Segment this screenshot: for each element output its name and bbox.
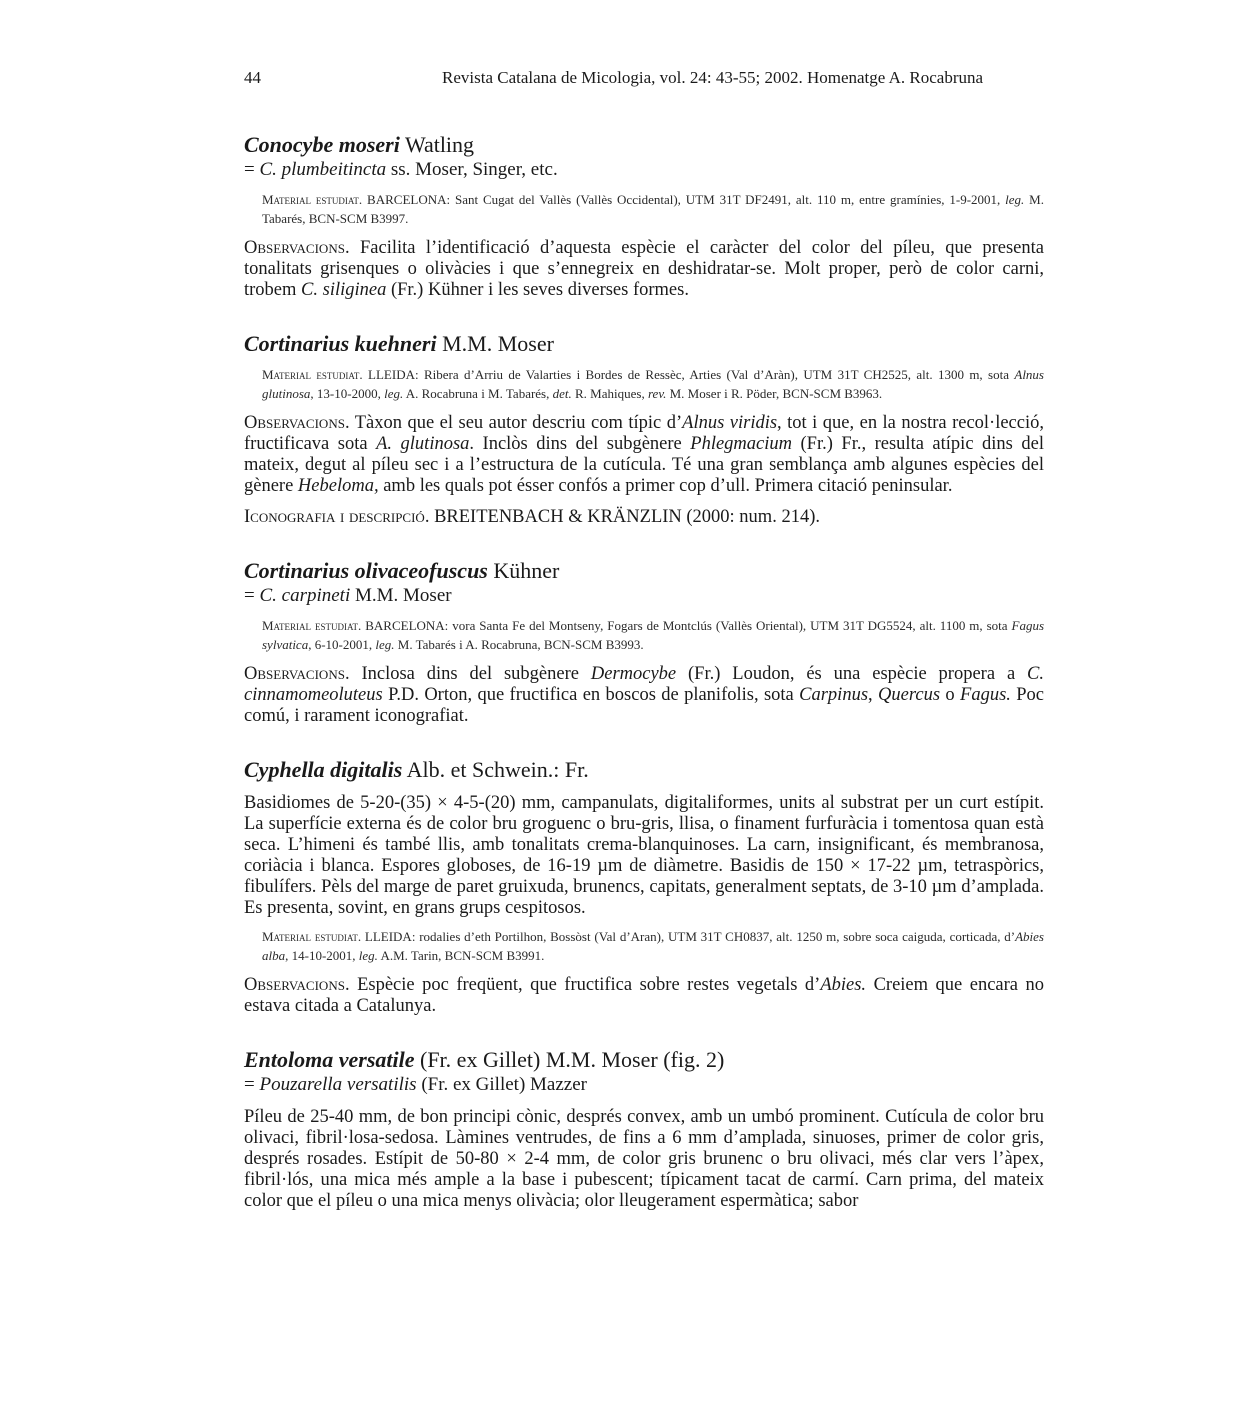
entry-cyphella-digitalis [244,757,1044,1017]
material-studied [262,190,1044,228]
material-leg: leg. [358,948,378,963]
observations [244,413,1044,497]
material-label: Material estudiat. [262,929,362,944]
observations-italic: Hebeloma, [297,476,379,496]
material-leg: leg. [1005,192,1025,207]
material-text: BARCELONA: Sant Cugat del Vallès (Vallès Occidental), UTM 31T DF2491, alt. 110 m, entre gramínies, 1-9-2001, [362,192,1006,207]
synonym-name: C. plumbeitincta [259,159,387,180]
material-det: det. [552,386,572,401]
observations-text: , [868,685,879,705]
material-studied [262,616,1044,654]
observations-text: Tàxon que el seu autor descriu com típic d’ [349,413,683,433]
observations-text: (Fr.) Kühner i les seves diverses formes. [386,280,689,300]
observations-italic: Fagus. [960,685,1011,705]
observations-italic: Phlegmacium [690,434,792,454]
observations-italic: C. cinnamomeoluteus [244,664,1045,705]
observations-label: Observacions. [244,238,350,258]
taxon-author: (Fr. ex Gillet) M.M. Moser (fig. 2) [420,1047,725,1072]
material-italic: Fagus sylvatica [262,618,1044,652]
synonym-rest: ss. Moser, Singer, etc. [386,159,558,180]
material-italic: Alnus glutinosa [262,367,1044,401]
observations-text: Espècie poc freqüent, que fructifica sobre restes vegetals d’ [349,975,821,995]
material-leg: leg. [375,637,395,652]
taxon-name: Entoloma versatile [244,1047,415,1072]
observations-italic: A. glutinosa [376,434,470,454]
page-number: 44 [244,68,261,87]
synonym-eq: = [244,159,260,180]
synonym [244,1073,1044,1097]
material-text: , 13-10-2000, [310,386,385,401]
observations-text: (Fr.) Fr., resulta atípic dins del mateix, degut al píleu sec i a l’estructura de la cutícula. Té una gran semblança amb algunes espècies del gènere [244,434,1044,496]
material-text: A. Rocabruna i M. Tabarés, [403,386,553,401]
observations-italic: C. siliginea [301,280,387,300]
observations-label: Observacions. [244,413,350,433]
material-rev: rev. [647,386,667,401]
observations-text: Creiem que encara no estava citada a Catalunya. [244,975,1044,1016]
material-text: LLEIDA: Ribera d’Arriu de Valarties i Bordes de Ressèc, Arties (Val d’Aràn), UTM 31T CH2525, alt. 1300 m, sota [362,367,1015,382]
observations-text: , tot i que, en la nostra recol·lecció, fructificava sota [244,413,1044,454]
synonym [244,584,1044,608]
main-column [244,132,1044,1212]
taxon-heading [244,558,1044,584]
observations-text: Poc comú, i rarament iconografiat. [244,685,1045,726]
taxon-heading [244,757,1044,783]
taxon-author: Kühner [493,558,560,583]
entry-cortinarius-olivaceofuscus [244,558,1044,727]
material-label: Material estudiat. [262,192,363,207]
observations-text: P.D. Orton, que fructifica en boscos de planifolis, sota [382,685,800,705]
material-studied [262,365,1044,403]
observations-text: o [940,685,961,705]
material-text: M. Tabarés i A. Rocabruna, BCN-SCM B3993. [394,637,644,652]
material-text: , 14-10-2001, [285,948,359,963]
entry-cortinarius-kuehneri [244,331,1044,528]
taxon-author: M.M. Moser [442,331,554,356]
iconography [244,507,1044,528]
taxon-name: Cyphella digitalis [244,757,403,782]
observations-italic: Abies. [820,975,867,995]
section-gap [244,1017,1044,1047]
synonym-name: Pouzarella versatilis [259,1074,417,1095]
material-italic: Abies alba [262,929,1044,963]
material-text: M. Moser i R. Pöder, BCN-SCM B3963. [666,386,883,401]
entry-conocybe-moseri [244,132,1044,301]
synonym [244,158,1044,182]
observations [244,664,1044,727]
material-studied [262,927,1044,965]
synonym-name: C. carpineti [259,585,351,606]
observations-text: Inclosa dins del subgènere [349,664,591,684]
taxon-author: Watling [404,132,475,157]
section-gap [244,301,1044,331]
synonym-eq: = [244,1074,260,1095]
observations-text: (Fr.) Loudon, és una espècie propera a [676,664,1028,684]
taxon-heading [244,132,1044,158]
material-label: Material estudiat. [262,367,363,382]
section-gap [244,727,1044,757]
material-text: , 6-10-2001, [308,637,376,652]
synonym-rest: M.M. Moser [350,585,452,606]
material-text: BARCELONA: vora Santa Fe del Montseny, Fogars de Montclús (Vallès Oriental), UTM 31T DG5524, alt. 1100 m, sota [361,618,1012,633]
description: Píleu de 25-40 mm, de bon principi cònic, després convex, amb un umbó prominent. Cutícula de color bru olivaci, fibril·losa-sedosa. Làmines ventrudes, de fins a 6 mm d’amplada, sinuoses, primer de color gris, després rosades. Estípit de 50-80 × 2-4 mm, de color gris brunenc o bru olivaci, més clar vers l’àpex, fibril·lós, una mica més ample a la base i pubescent; típicament tacat de carmí. Carn prima, del mateix color que el píleu o una mica menys olivàcia; olor lleugerament espermàtica; sabor [244,1107,1044,1211]
observations-text: Facilita l’identificació d’aquesta espècie el caràcter del color del píleu, que presenta tonalitats grisenques o olivàcies i que s’ennegreix en deshidratar-se. Molt proper, però de color carni, trobem [244,238,1044,300]
section-gap [244,528,1044,558]
observations-italic: Carpinus [799,685,869,705]
taxon-author: Alb. et Schwein.: Fr. [406,757,589,782]
observations-italic: Dermocybe [590,664,677,684]
observations-italic: Quercus [878,685,941,705]
material-leg: leg. [384,386,404,401]
iconography-label: Iconografia i descripció. [244,507,430,527]
taxon-name: Conocybe moseri [244,132,400,157]
material-tail: M. Tabarés, BCN-SCM B3997. [262,192,1044,226]
entry-entoloma-versatile [244,1047,1044,1212]
running-title: Revista Catalana de Micologia, vol. 24: 43-55; 2002. Homenatge A. Rocabruna [442,68,984,87]
synonym-eq: = [244,585,260,606]
material-text: LLEIDA: rodalies d’eth Portilhon, Bossòst (Val d’Aran), UTM 31T CH0837, alt. 1250 m, sobre soca caiguda, corticada, d’ [361,929,1016,944]
observations-italic: Alnus viridis [682,413,778,433]
taxon-name: Cortinarius kuehneri [244,331,437,356]
observations-text: . Inclòs dins del subgènere [469,434,691,454]
taxon-name: Cortinarius olivaceofuscus [244,558,488,583]
observations [244,238,1044,301]
synonym-rest: (Fr. ex Gillet) Mazzer [416,1074,587,1095]
material-text: R. Mahiques, [571,386,648,401]
material-text: A.M. Tarin, BCN-SCM B3991. [377,948,545,963]
observations-label: Observacions. [244,664,350,684]
taxon-heading [244,1047,1044,1073]
description: Basidiomes de 5-20-(35) × 4-5-(20) mm, campanulats, digitaliformes, units al substrat per un curt estípit. La superfície externa és de color bru groguenc o bru-gris, llisa, o finament furfuràcia i tomentosa quan està seca. L’himeni és també llis, amb tonalitats crema-blanquinoses. La carn, insignificant, és membranosa, coriàcia i blanca. Espores globoses, de 16-19 µm de diàmetre. Basidis de 150 × 17-22 µm, tetraspòrics, fibulífers. Pèls del marge de paret gruixuda, brunencs, capitats, generalment septats, de 3-10 µm d’amplada. Es presenta, sovint, en grans grups cespitosos. [244,793,1044,918]
observations-text: amb les quals pot ésser confós a primer cop d’ull. Primera citació peninsular. [378,476,953,496]
observations-label: Observacions. [244,975,350,995]
material-label: Material estudiat. [262,618,362,633]
iconography-text: BREITENBACH & KRÄNZLIN (2000: num. 214). [429,507,820,527]
observations [244,975,1044,1017]
taxon-heading [244,331,1044,357]
